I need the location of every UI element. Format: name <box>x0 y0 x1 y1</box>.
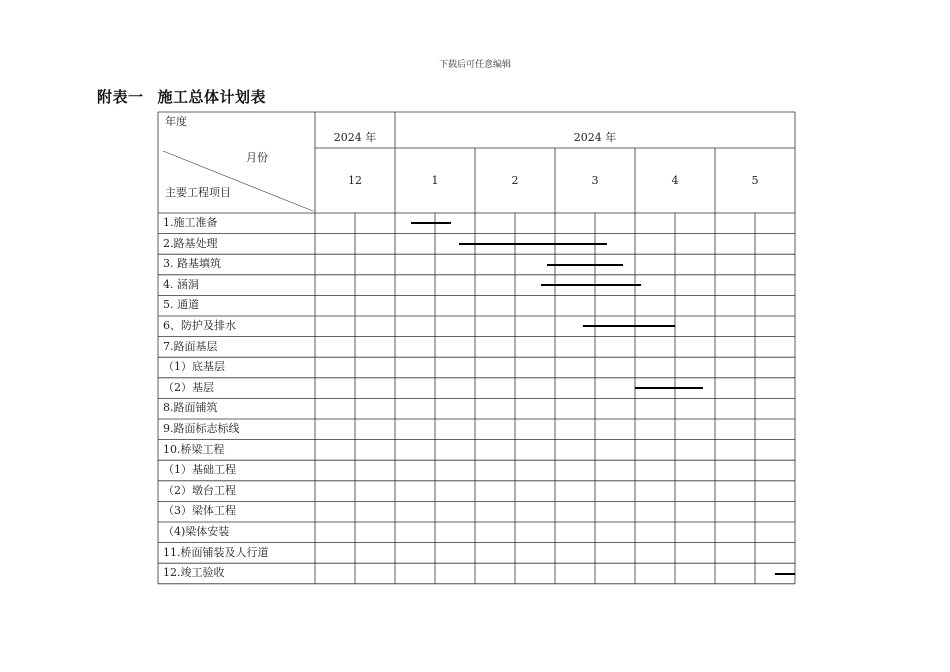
row-label: 1.施工准备 <box>163 216 218 229</box>
row-label: 10.桥梁工程 <box>163 442 225 456</box>
schedule-bar <box>411 222 451 224</box>
table-title-name: 施工总体计划表 <box>157 88 267 106</box>
table-title-prefix: 附表一 <box>97 88 144 106</box>
row-label: 4. 涵洞 <box>163 277 199 291</box>
month-header-12: 12 <box>348 174 362 187</box>
schedule-bar <box>459 243 607 245</box>
year-header-2024: 2024 年 <box>573 131 617 144</box>
schedule-bar <box>541 284 641 286</box>
row-label: 11.桥面铺装及人行道 <box>163 545 269 559</box>
row-label: （1）基础工程 <box>163 463 236 477</box>
row-label: （2）基层 <box>163 380 214 394</box>
row-label: （3）梁体工程 <box>163 504 236 518</box>
corner-year-label: 年度 <box>165 115 187 128</box>
row-label: 3. 路基填筑 <box>163 257 221 271</box>
schedule-bar <box>547 264 623 266</box>
schedule-bar <box>775 573 795 575</box>
row-label: 7.路面基层 <box>163 339 218 353</box>
schedule-bar <box>635 387 703 389</box>
row-label: 6、防护及排水 <box>163 319 236 332</box>
header-note: 下载后可任意编辑 <box>438 60 511 70</box>
month-header-1: 1 <box>431 174 439 187</box>
row-label: 12.竣工验收 <box>163 566 225 580</box>
schedule-bar <box>583 325 675 327</box>
corner-month-label: 月份 <box>246 151 268 164</box>
corner-diagonal <box>163 151 313 211</box>
month-header-2: 2 <box>511 174 519 187</box>
corner-project-label: 主要工程项目 <box>165 186 231 199</box>
row-label: 9.路面标志标线 <box>163 422 240 435</box>
month-header-3: 3 <box>591 174 599 187</box>
month-header-5: 5 <box>751 174 759 187</box>
row-label: 5. 通道 <box>163 298 199 312</box>
row-label: 2.路基处理 <box>163 236 218 250</box>
row-label: （4)梁体安装 <box>163 525 230 538</box>
row-label: 8.路面铺筑 <box>163 401 218 415</box>
row-label: （1）底基层 <box>163 360 225 374</box>
row-label: （2）墩台工程 <box>163 483 236 497</box>
year-header-2024-dec: 2024 年 <box>333 131 377 144</box>
month-header-4: 4 <box>671 174 679 187</box>
